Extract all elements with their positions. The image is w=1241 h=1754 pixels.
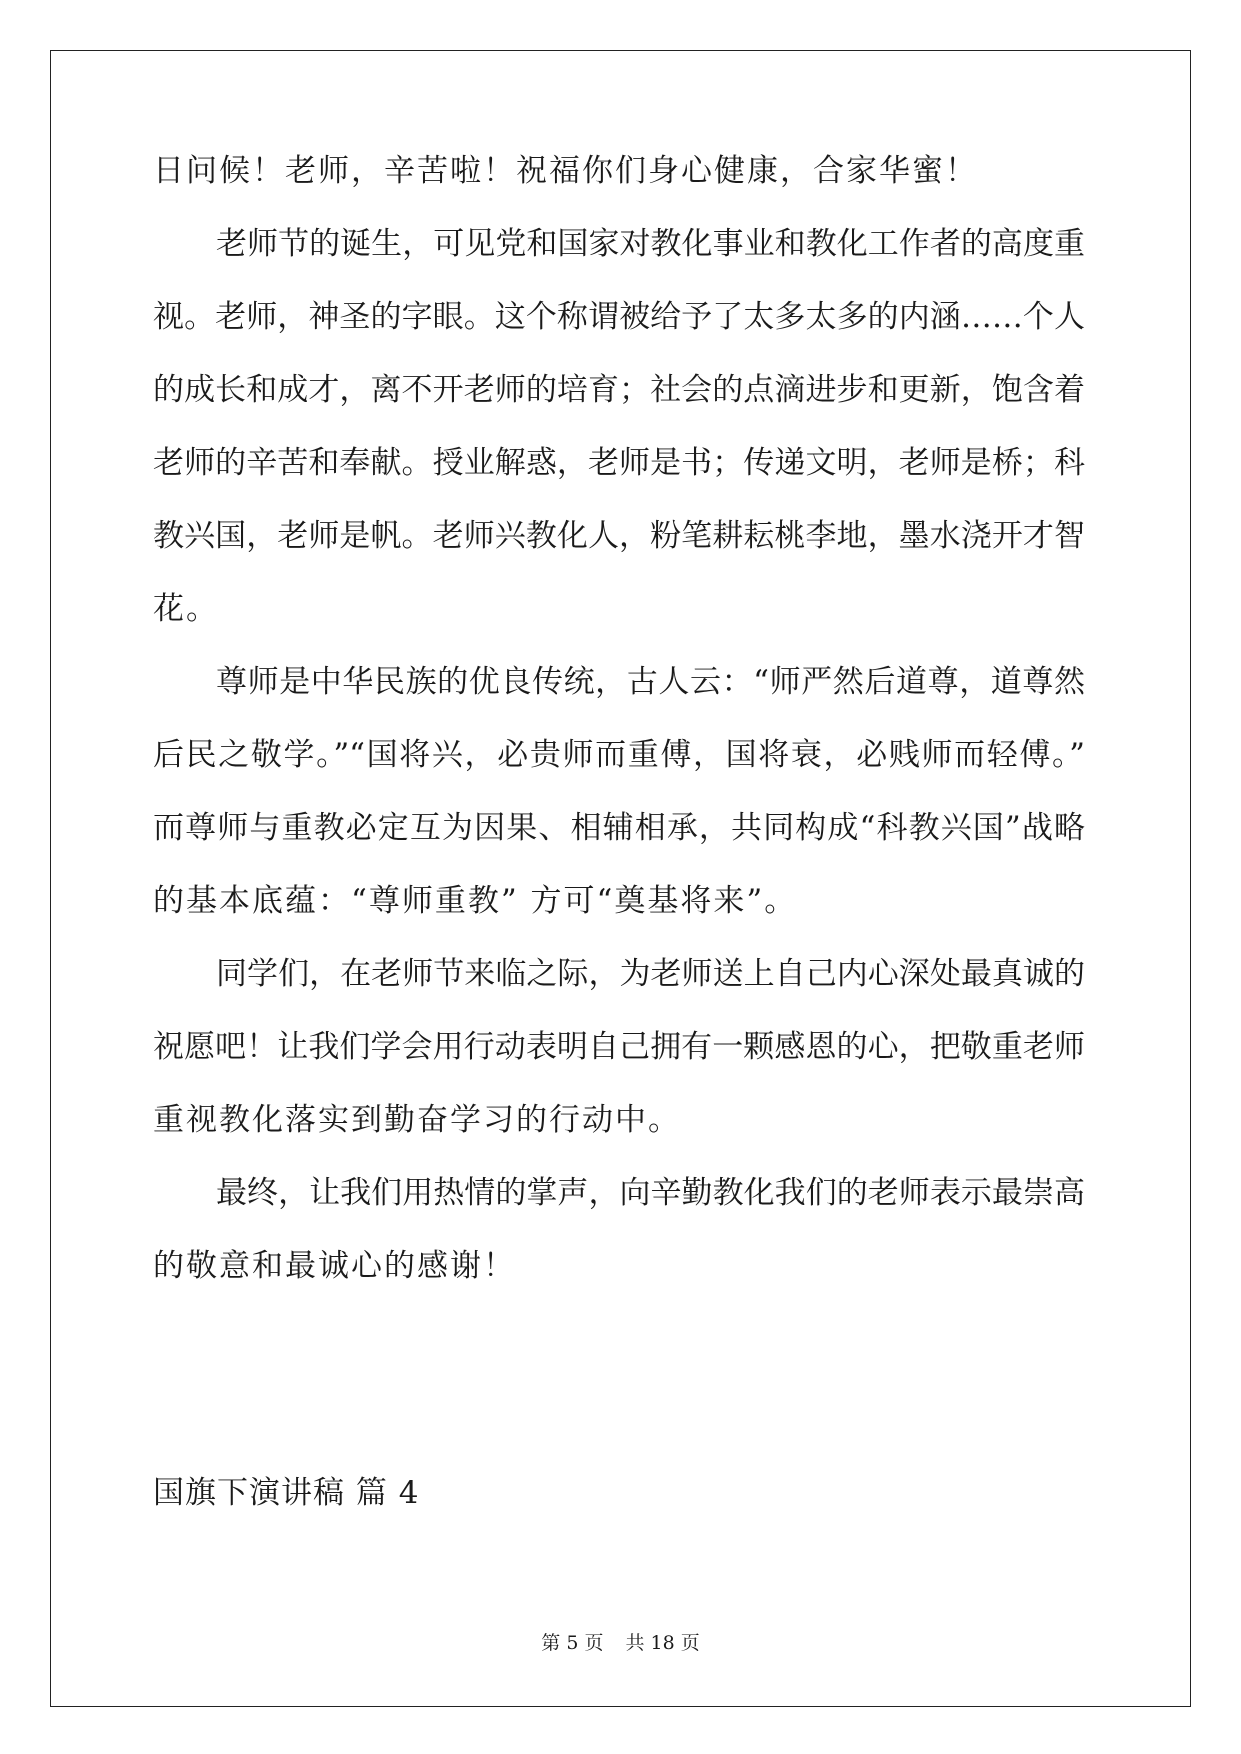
- paragraph-line: 的敬意和最诚心的感谢！: [153, 1248, 516, 1284]
- paragraph-line: 尊师是中华民族的优良传统，古人云：“师严然后道尊，道尊然: [216, 664, 1085, 700]
- section-heading: 国旗下演讲稿 篇 4: [153, 1475, 420, 1511]
- paragraph-line: 同学们，在老师节来临之际，为老师送上自己内心深处最真诚的: [216, 956, 1085, 992]
- paragraph-line: 祝愿吧！让我们学会用行动表明自己拥有一颗感恩的心，把敬重老师: [153, 1029, 1085, 1065]
- paragraph-line: 日问候！老师，辛苦啦！祝福你们身心健康，合家华蜜！: [153, 153, 978, 189]
- paragraph-line: 重视教化落实到勤奋学习的行动中。: [153, 1102, 681, 1138]
- page-footer: [0, 1631, 1241, 1655]
- paragraph-line: 老师节的诞生，可见党和国家对教化事业和教化工作者的高度重: [216, 226, 1085, 262]
- paragraph-line: 的基本底蕴：“尊师重教” 方可“奠基将来”。: [153, 883, 798, 919]
- paragraph-line: 而尊师与重教必定互为因果、相辅相承，共同构成“科教兴国”战略: [153, 810, 1085, 846]
- page-total: 共 18 页: [625, 1632, 700, 1654]
- paragraph-line: 最终，让我们用热情的掌声，向辛勤教化我们的老师表示最崇高: [216, 1175, 1085, 1211]
- paragraph-line: 的成长和成才，离不开老师的培育；社会的点滴进步和更新，饱含着: [153, 372, 1085, 408]
- paragraph-line: 花。: [153, 591, 219, 627]
- paragraph-line: 教兴国，老师是帆。老师兴教化人，粉笔耕耘桃李地，墨水浇开才智: [153, 518, 1085, 554]
- paragraph-line: 视。老师，神圣的字眼。这个称谓被给予了太多太多的内涵……个人: [153, 299, 1085, 335]
- paragraph-line: 后民之敬学。”“国将兴，必贵师而重傅，国将衰，必贱师而轻傅。”: [153, 737, 1085, 773]
- paragraph-line: 老师的辛苦和奉献。授业解惑，老师是书；传递文明，老师是桥；科: [153, 445, 1085, 481]
- page-number: 第 5 页: [541, 1632, 604, 1654]
